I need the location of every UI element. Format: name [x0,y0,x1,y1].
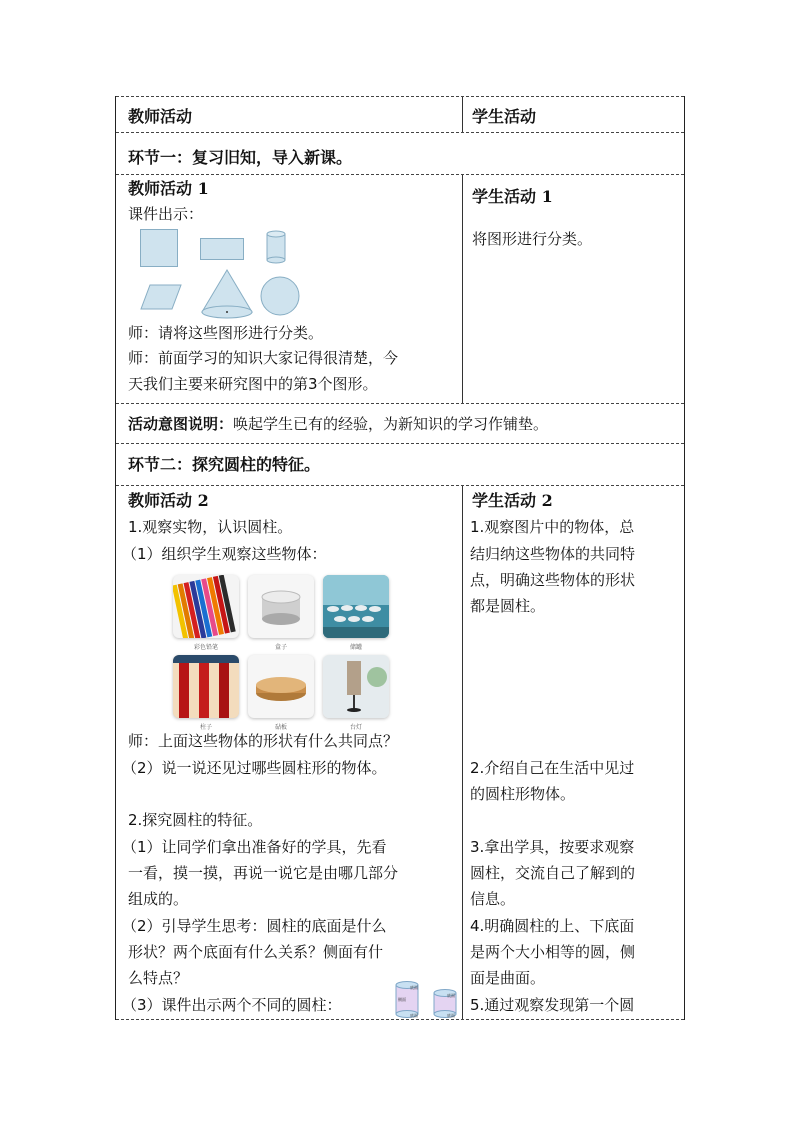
photo-caption-1: 彩色铅笔 [193,644,218,651]
ta2-line7: 一看，摸一摸，再说一说它是由哪几部分 [128,864,399,882]
sa2-a3: 点，明确这些物体的形状 [470,571,636,589]
sa2-a2: 结归纳这些物体的共同特 [470,545,636,563]
pencils-photo [173,575,239,638]
sa2-d1: 4.明确圆柱的上、下底面 [470,917,635,935]
board-photo [248,655,314,718]
row-line-3 [116,403,684,404]
tanks-photo [323,575,389,638]
row-line-4 [116,443,684,444]
ta1-line1: 课件出示： [128,205,204,223]
cylinder-a-icon [394,980,420,1018]
cyl-a-top-label: 底面 [410,985,418,990]
cyl-a-bottom-label: 底面 [410,1013,418,1018]
row-line-1 [116,132,684,133]
ta2-line6: （1）让同学们拿出准备好的学具，先看 [122,838,387,856]
ta1-line2: 师：请将这些图形进行分类。 [128,324,324,342]
sa2-b2: 的圆柱形物体。 [470,785,576,803]
section1-title: 环节一：复习旧知，导入新课。 [128,148,353,167]
ta2-line10: 形状？两个底面有什么关系？侧面有什 [128,943,384,961]
ta1-title: 教师活动 1 [128,179,209,198]
intent-text: 唤起学生已有的经验，为新知识的学习作铺垫。 [233,415,549,433]
row-line-5 [116,485,684,486]
sa2-d2: 是两个大小相等的圆，侧 [470,943,636,961]
photo-caption-2: 盒子 [274,644,287,651]
intent-row [128,411,548,437]
col-divider-1 [462,96,463,132]
ta2-line4: （2）说一说还见过哪些圆柱形的物体。 [122,759,387,777]
ta1-line4: 天我们主要来研究图中的第3个图形。 [128,375,378,393]
cyl-a-side-label: 侧面 [398,997,406,1002]
sa2-c2: 圆柱，交流自己了解到的 [470,864,636,882]
sa2-c3: 信息。 [470,890,516,908]
col-divider-3 [462,485,463,1020]
row-line-2 [116,174,684,175]
header-student: 学生活动 [472,107,537,126]
sa2-d3: 面是曲面。 [470,969,546,987]
ta2-line12: （3）课件出示两个不同的圆柱： [122,996,342,1014]
box-photo [248,575,314,638]
sa2-c1: 3.拿出学具，按要求观察 [470,838,635,856]
rectangle-shape [200,238,244,260]
pillars-photo [173,655,239,718]
sa2-a1: 1.观察图片中的物体，总 [470,518,635,536]
ta1-line3: 师：前面学习的知识大家记得很清楚，今 [128,349,399,367]
ta2-line11: 么特点？ [128,969,189,987]
col-divider-2 [462,174,463,403]
photo-caption-5: 砧板 [274,724,287,731]
sa2-a4: 都是圆柱。 [470,597,546,615]
ta2-line3: 师：上面这些物体的形状有什么共同点？ [128,732,399,750]
circle-shape [259,275,301,317]
sa2-title: 学生活动 2 [472,491,553,510]
ta2-line1: 1.观察实物，认识圆柱。 [128,518,293,536]
cyl-b-bottom-label: 底面 [447,1013,455,1018]
section2-title: 环节二：探究圆柱的特征。 [128,455,321,474]
ta2-title: 教师活动 2 [128,491,209,510]
cyl-b-top-label: 底面 [447,993,455,998]
cylinder-shape [266,230,286,264]
cone-shape [200,268,254,320]
ta2-line5: 2.探究圆柱的特征。 [128,811,263,829]
header-teacher: 教师活动 [128,107,193,126]
ta2-line9: （2）引导学生思考：圆柱的底面是什么 [122,917,387,935]
photo-caption-4: 柱子 [199,724,212,731]
row-line-bottom [116,1019,684,1020]
row-line-top [116,96,684,97]
photo-caption-6: 台灯 [349,724,362,731]
ta2-line8: 组成的。 [128,890,189,908]
ta2-line2: （1）组织学生观察这些物体： [122,545,327,563]
square-shape [140,229,178,267]
sa1-title: 学生活动 1 [472,187,553,206]
lamp-photo [323,655,389,718]
sa2-b1: 2.介绍自己在生活中见过 [470,759,635,777]
cylinder-b-icon [432,988,458,1018]
parallelogram-shape [140,284,182,310]
photo-caption-3: 储罐 [349,644,362,651]
intent-label: 活动意图说明： [128,415,234,433]
sa1-line1: 将图形进行分类。 [472,230,593,248]
sa2-e1: 5.通过观察发现第一个圆 [470,996,635,1014]
